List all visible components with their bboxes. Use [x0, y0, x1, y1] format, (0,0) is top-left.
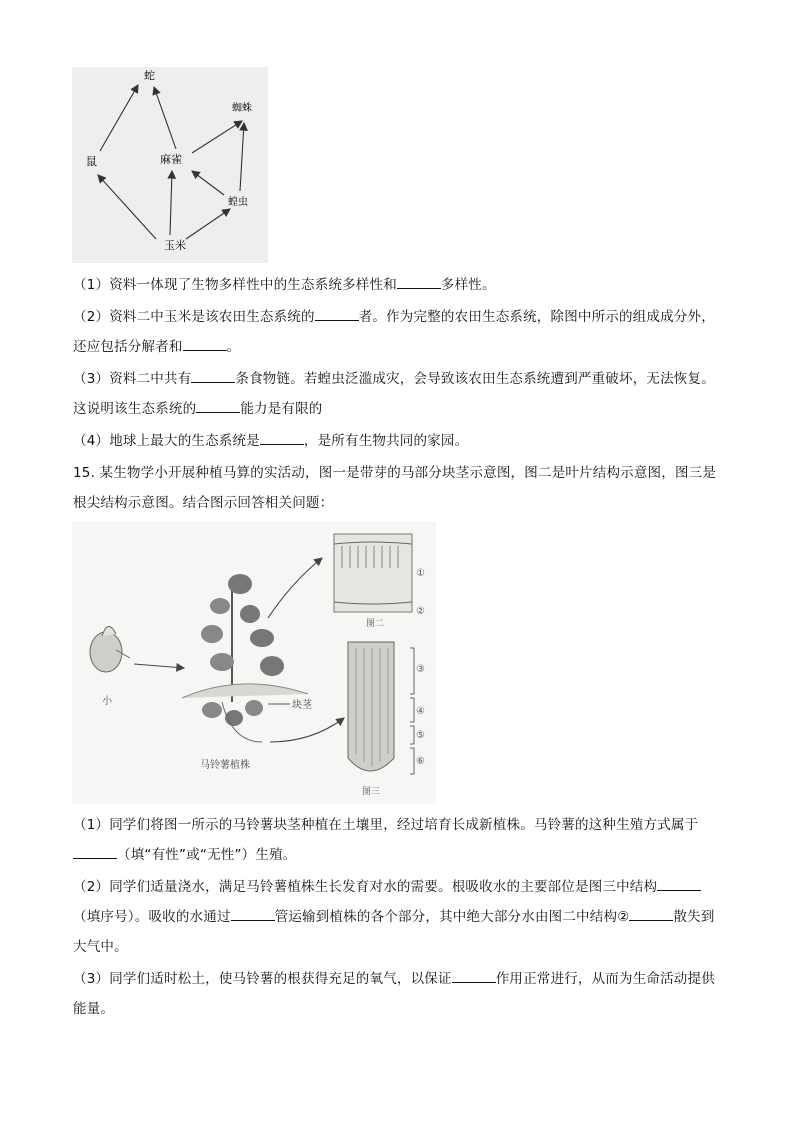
q14-part3: （3）资料二中共有 条食物链。若蝗虫泛滥成灾，会导致该农田生态系统遭到严重破坏，无法恢复。 这说明该生态系统的 能力是有限的 [73, 364, 733, 424]
arrow-mouse-snake [100, 85, 138, 151]
arrow-sparrow-spider [192, 121, 242, 153]
answer-blank[interactable] [452, 968, 496, 983]
q15-part3: （3）同学们适时松土，使马铃薯的根获得充足的氧气，以保证 作用正常进行，从而为生命活动提供 能量。 [73, 964, 733, 1024]
leaf-mark-2: ② [416, 606, 425, 617]
arrow-to-root [270, 718, 344, 742]
answer-blank[interactable] [397, 274, 441, 289]
answer-blank[interactable] [657, 876, 701, 891]
q15-intro: 15. 某生物学小开展种植马算的实活动，图一是带芽的马部分块茎示意图，图二是叶片结构示意图，图三是 根尖结构示意图。结合图示回答相关问题： [73, 465, 717, 511]
root-mark-5: ⑤ [416, 730, 425, 741]
root-tip [348, 642, 414, 774]
arrow-locust-spider [240, 123, 244, 191]
root-mark-3: ③ [416, 664, 425, 675]
node-snake: 蛇 [144, 69, 155, 82]
node-corn: 玉米 [164, 239, 186, 252]
node-sparrow: 麻雀 [160, 153, 182, 166]
arrow-corn-sparrow [170, 171, 172, 235]
leaf-cross-section [334, 534, 412, 612]
arrow-sparrow-snake [154, 87, 176, 149]
arrow-to-leaf [268, 558, 322, 618]
root-mark-6: ⑥ [416, 756, 425, 767]
arrow-tuber-to-plant [134, 664, 184, 668]
potato-figure [72, 522, 436, 804]
label-fig2: 图二 [366, 619, 385, 629]
q14-part1: （1）资料一体现了生物多样性中的生态系统多样性和 多样性。 [73, 270, 733, 300]
q15-part1: （1）同学们将图一所示的马铃薯块茎种植在土壤里，经过培育长成新植株。马铃薯的这种生殖方式属于 （填“有性”或“无性”）生殖。 [73, 817, 699, 863]
q14-part2: （2）资料二中玉米是该农田生态系统的 者。作为完整的农田生态系统，除图中所示的组成成分外， 还应包括分解者和 。 [73, 302, 733, 362]
tuber-with-bud [90, 626, 130, 672]
q14-part4: （4）地球上最大的生态系统是 ，是所有生物共同的家园。 [73, 426, 733, 456]
node-spider: 蜘蛛 [232, 103, 252, 114]
arrow-locust-sparrow [192, 171, 224, 195]
potato-diagram [72, 522, 436, 804]
node-mouse: 鼠 [86, 155, 97, 168]
answer-blank[interactable] [629, 906, 673, 921]
answer-blank[interactable] [191, 368, 235, 383]
label-plant: 马铃薯植株 [200, 760, 250, 771]
answer-blank[interactable] [73, 844, 117, 859]
label-tuber: 块茎 [292, 700, 312, 711]
answer-blank[interactable] [183, 336, 227, 351]
answer-blank[interactable] [231, 906, 275, 921]
answer-blank[interactable] [260, 430, 304, 445]
answer-blank[interactable] [315, 306, 359, 321]
food-web-diagram [72, 67, 268, 263]
food-web-figure [72, 67, 268, 263]
leaf-mark-1: ① [416, 568, 425, 579]
answer-blank[interactable] [196, 398, 240, 413]
potato-plant [182, 574, 308, 742]
node-locust: 蝗虫 [228, 197, 248, 208]
arrow-corn-locust [186, 209, 230, 239]
arrow-corn-mouse [98, 175, 156, 239]
label-fig1: 小 [102, 696, 112, 707]
root-mark-4: ④ [416, 706, 425, 717]
label-fig3: 图三 [362, 787, 381, 797]
q15-part2: （2）同学们适量浇水，满足马铃薯植株生长发育对水的需要。根吸收水的主要部位是图三中结构 （填序号）。吸收的水通过 管运输到植株的各个部分，其中绝大部分水由图二中结构② 散失到 大气中。 [73, 872, 733, 962]
